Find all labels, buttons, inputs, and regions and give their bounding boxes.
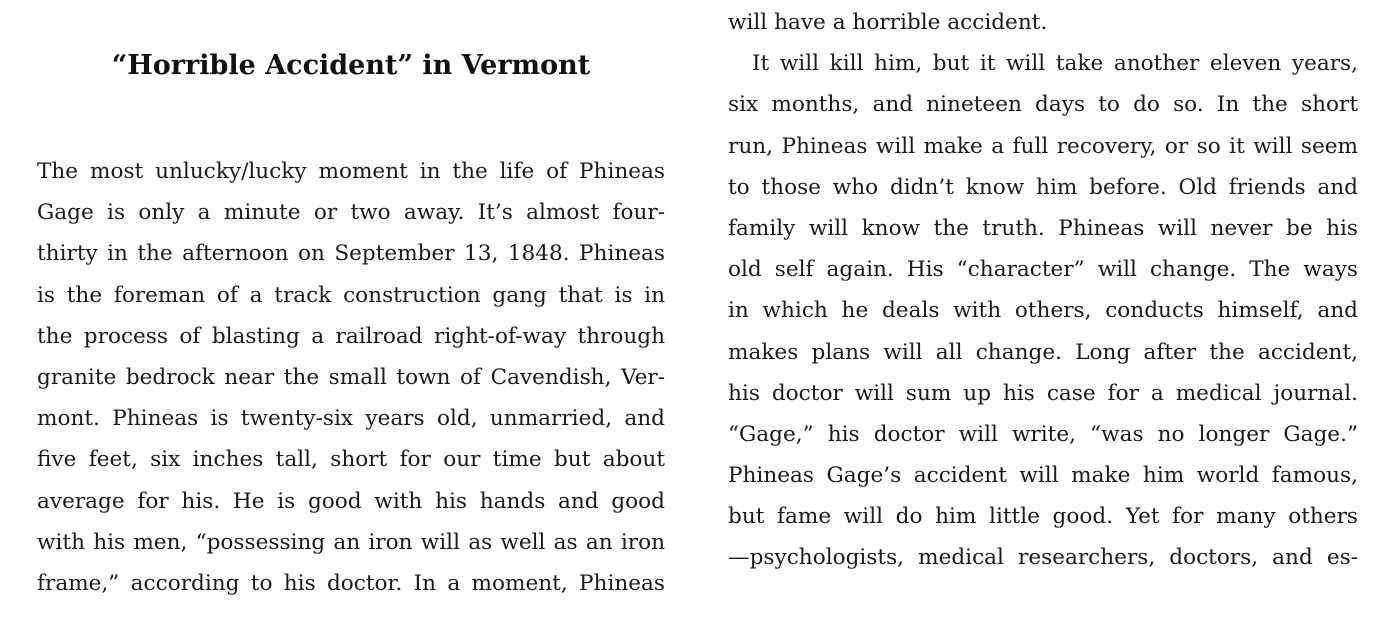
body-text-line: makes plans will all change. Long after the accident, [728,339,1358,365]
body-text-line: five feet, six inches tall, short for our time but about [37,447,665,473]
body-text-line: mont. Phineas is twenty-six years old, unmarried, and [37,406,665,432]
body-text-line: six months, and nineteen days to do so. In the short [728,92,1358,118]
body-text-line: will have a horrible accident. [728,10,1048,35]
body-text-line: family will know the truth. Phineas will never be his [728,215,1358,241]
body-text-line: but fame will do him little good. Yet for many others [728,504,1358,530]
body-text-line: The most unlucky/lucky moment in the life of Phineas [37,159,665,184]
right-page-body [728,2,1358,579]
body-text-line: run, Phineas will make a full recovery, or so it will seem [728,133,1358,159]
body-text-line: Gage is only a minute or two away. It’s almost four- [37,200,665,226]
body-text-line: is the foreman of a track construction gang that is in [37,282,665,308]
body-text-line: “Gage,” his doctor will write, “was no longer Gage.” [728,421,1358,447]
body-text-line: frame,” according to his doctor. In a moment, Phineas [37,570,665,596]
body-text-line: Phineas Gage’s accident will make him world famous, [728,463,1358,489]
body-text-line: old self again. His “character” will change. The ways [728,257,1358,283]
body-text-line: in which he deals with others, conducts himself, and [728,298,1358,324]
paragraph-first-line: It will kill him, but it will take another eleven years, [752,51,1358,77]
body-text-line: granite bedrock near the small town of Cavendish, Ver- [37,364,665,390]
body-text-line: —psychologists, medical researchers, doctors, and es- [728,545,1358,571]
body-text-line: thirty in the afternoon on September 13, 1848. Phineas [37,241,665,267]
left-page-body [37,151,665,604]
chapter-title: “Horrible Accident” in Vermont [111,50,591,81]
body-text-line: to those who didn’t know him before. Old friends and [728,174,1358,200]
body-text-line: the process of blasting a railroad right-of-way through [37,323,665,349]
body-text-line: average for his. He is good with his hands and good [37,488,665,514]
body-text-line: his doctor will sum up his case for a medical journal. [728,380,1358,406]
body-text-line: with his men, “possessing an iron will as well as an iron [37,529,665,555]
